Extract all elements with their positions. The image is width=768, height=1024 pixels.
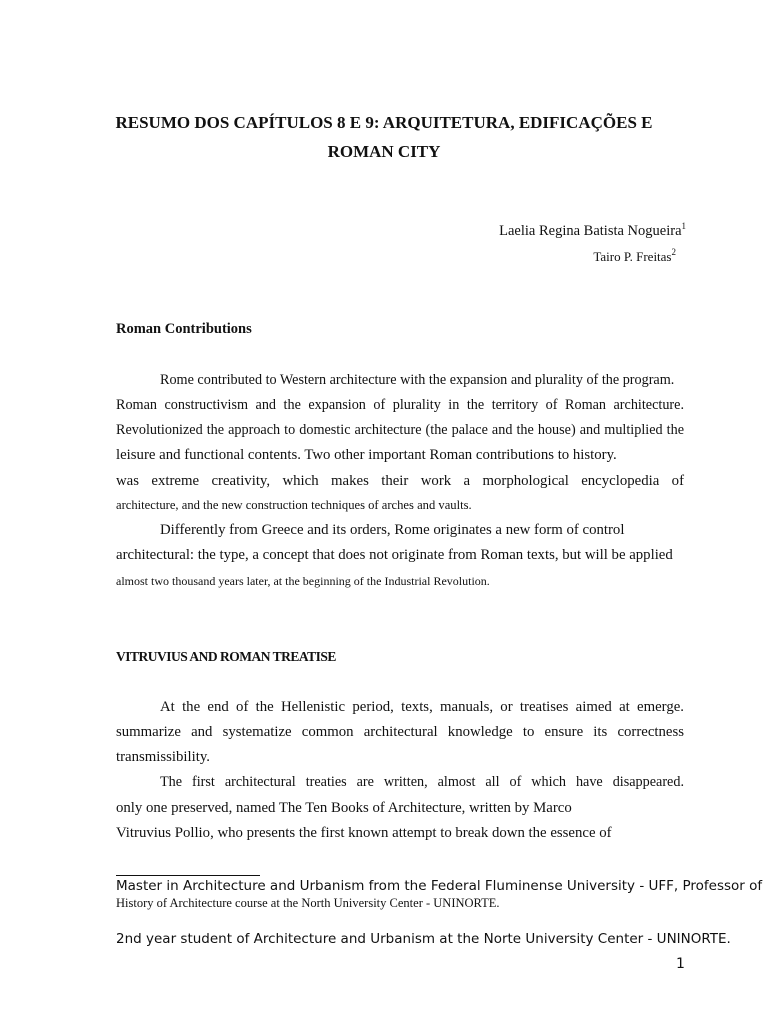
author-1-footnote-marker: 1 [681, 221, 686, 231]
footnote-2: 2nd year student of Architecture and Urbanism at the Norte University Center - UNINORTE. [116, 931, 731, 947]
paragraph-line: almost two thousand years later, at the beginning of the Industrial Revolution. [116, 574, 490, 588]
paragraph-line: Rome contributed to Western architecture with the expansion and plurality of the program. [160, 372, 675, 388]
paragraph-line: Vitruvius Pollio, who presents the first known attempt to break down the essence of [116, 825, 612, 841]
paragraph-line: The first architectural treaties are written, almost all of which have disappeared. [160, 774, 684, 790]
paragraph-line: Differently from Greece and its orders, Rome originates a new form of control [160, 522, 625, 538]
page-number: 1 [676, 956, 685, 972]
author-2-footnote-marker: 2 [671, 247, 676, 257]
paragraph-line: architectural: the type, a concept that does not originate from Roman texts, but will be applied [116, 547, 673, 563]
paragraph-line: only one preserved, named The Ten Books of Architecture, written by Marco [116, 800, 572, 816]
paragraph-line: transmissibility. [116, 749, 210, 765]
author-2 [593, 247, 676, 265]
paragraph-line: At the end of the Hellenistic period, texts, manuals, or treatises aimed at emerge. [160, 699, 684, 715]
author-1 [499, 221, 686, 240]
footnote-separator [116, 875, 260, 876]
section-heading-vitruvius: VITRUVIUS AND ROMAN TREATISE [116, 649, 336, 664]
document-title-line-1: RESUMO DOS CAPÍTULOS 8 E 9: ARQUITETURA, EDIFICAÇÕES E [115, 113, 653, 132]
paragraph-line: was extreme creativity, which makes their work a morphological encyclopedia of [116, 473, 684, 489]
footnote-1-line-1: Master in Architecture and Urbanism from the Federal Fluminense University - UFF, Professor of [116, 878, 763, 894]
paragraph-line: architecture, and the new construction techniques of arches and vaults. [116, 498, 472, 512]
section-heading-roman-contributions: Roman Contributions [116, 321, 252, 337]
author-2-name: Tairo P. Freitas [593, 249, 672, 264]
paragraph-line: leisure and functional contents. Two other important Roman contributions to history. [116, 447, 617, 463]
paragraph-line: summarize and systematize common architectural knowledge to ensure its correctness [116, 724, 684, 740]
paragraph-line: Revolutionized the approach to domestic architecture (the palace and the house) and multiplied the [116, 422, 684, 438]
footnote-1-line-2: History of Architecture course at the North University Center - UNINORTE. [116, 896, 500, 910]
document-title-line-2: ROMAN CITY [327, 142, 441, 161]
paragraph-line: Roman constructivism and the expansion of plurality in the territory of Roman architecture. [116, 397, 684, 413]
author-1-name: Laelia Regina Batista Nogueira [499, 223, 682, 239]
